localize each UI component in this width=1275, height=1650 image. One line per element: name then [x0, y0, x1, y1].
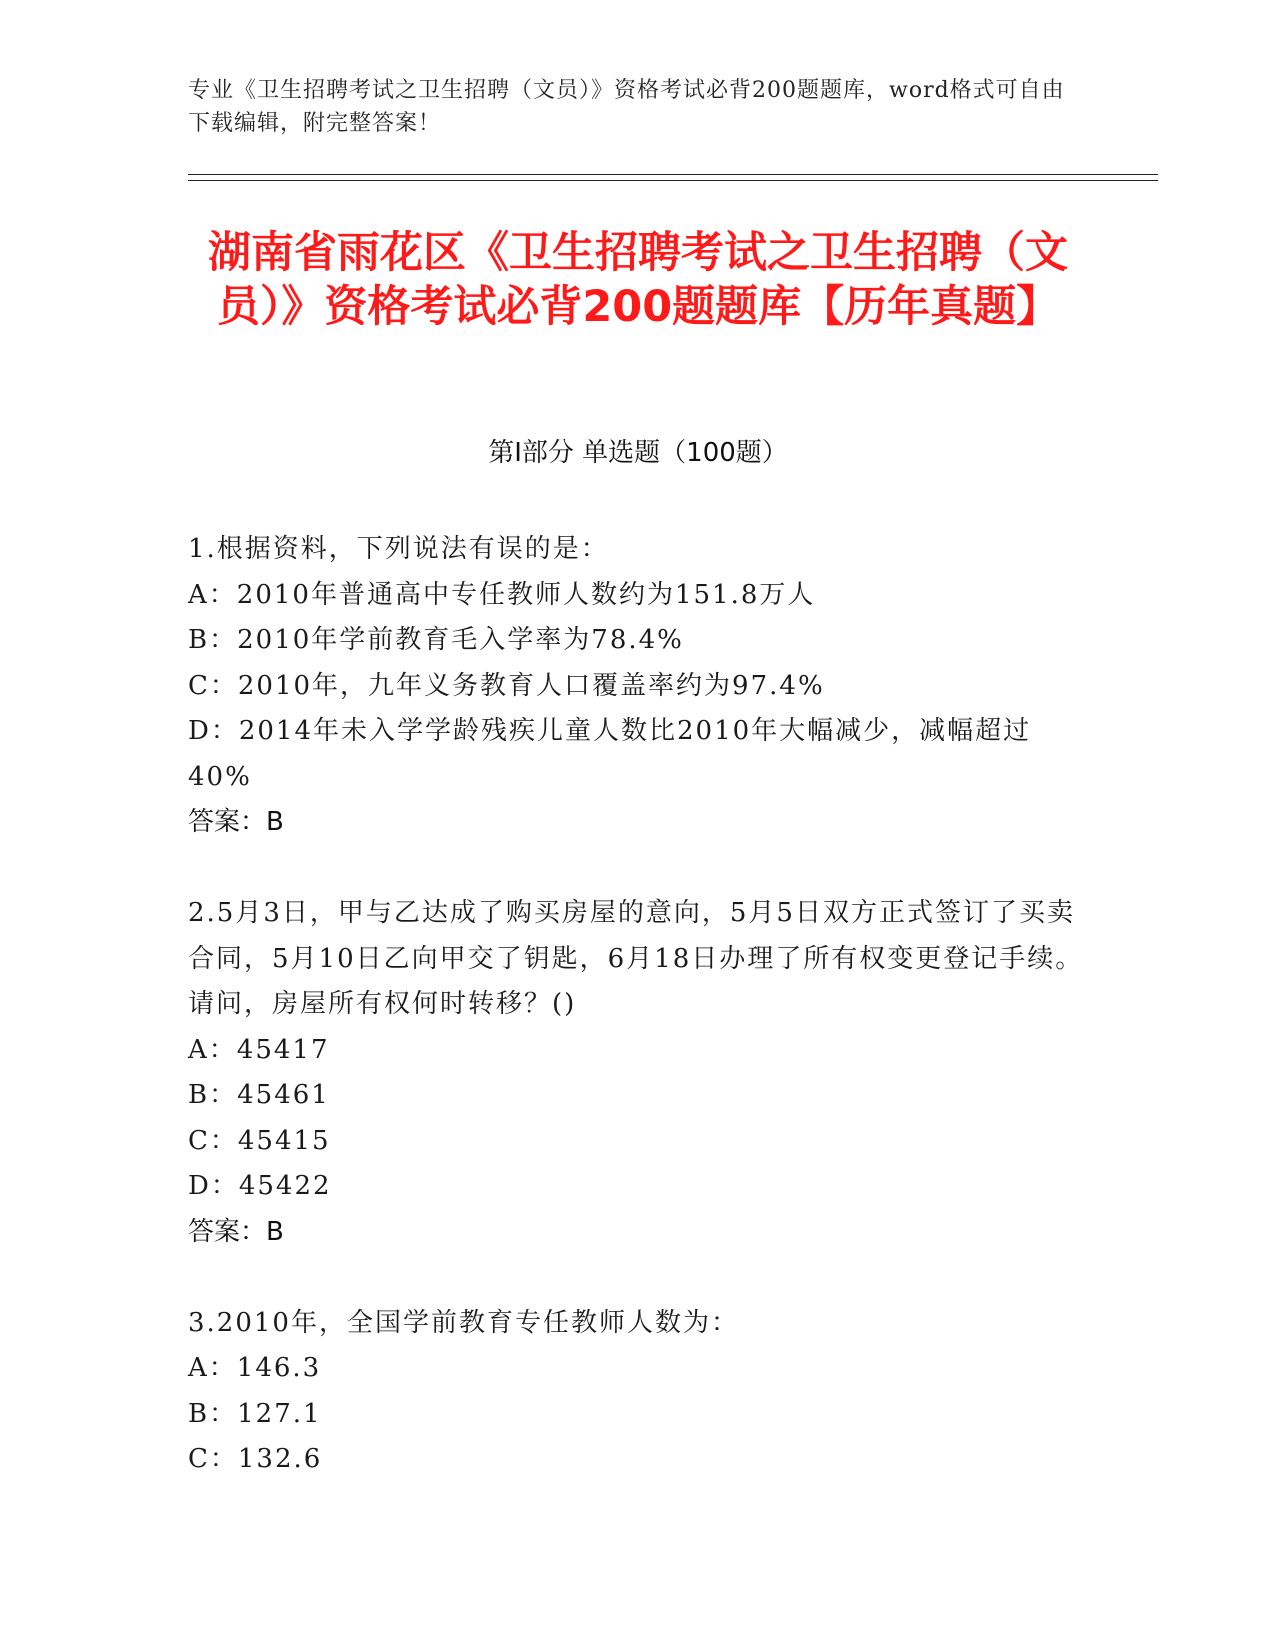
option-a: A：45417: [188, 1034, 330, 1065]
option-d: D：45422: [188, 1171, 332, 1201]
question-stem: 1.根据资料，下列说法有误的是：: [188, 534, 609, 564]
option-a: A：2010年普通高中专任教师人数约为151.8万人: [188, 579, 816, 610]
option-b: B：2010年学前教育毛入学率为78.4%: [188, 625, 684, 655]
question-stem: 3.2010年，全国学前教育专任教师人数为：: [188, 1307, 739, 1338]
option-b: B：45461: [188, 1080, 330, 1110]
question-3: [188, 1301, 1088, 1483]
question-1: [188, 527, 1088, 846]
option-d: D：2014年未入学学龄残疾儿童人数比2010年大幅减少，减幅超过40%: [188, 716, 1032, 792]
section-heading: 第I部分 单选题（100题）: [488, 438, 788, 468]
option-a: A：146.3: [188, 1353, 322, 1383]
option-c: C：45415: [188, 1125, 331, 1156]
header-note: 专业《卫生招聘考试之卫生招聘（文员）》资格考试必背200题题库，word格式可自由下载编辑，附完整答案！: [188, 78, 1065, 136]
question-spacer: [188, 846, 1088, 892]
question-spacer: [188, 1255, 1088, 1301]
question-stem: 2.5月3日，甲与乙达成了购买房屋的意向，5月5日双方正式签订了买卖合同，5月10日乙向甲交了钥匙，6月18日办理了所有权变更登记手续。请问，房屋所有权何时转移？(): [188, 898, 1084, 1019]
question-2: [188, 891, 1088, 1255]
option-c: C：132.6: [188, 1444, 323, 1474]
question-list: [188, 527, 1088, 1483]
header-rule-top: [188, 174, 1158, 175]
answer: 答案：B: [188, 1216, 284, 1247]
document-title: 湖南省雨花区《卫生招聘考试之卫生招聘（文员）》资格考试必背200题题库【历年真题】: [208, 228, 1068, 332]
header-rule-bottom: [188, 180, 1158, 181]
answer: 答案：B: [188, 807, 284, 837]
option-b: B：127.1: [188, 1398, 322, 1429]
option-c: C：2010年，九年义务教育人口覆盖率约为97.4%: [188, 670, 825, 701]
